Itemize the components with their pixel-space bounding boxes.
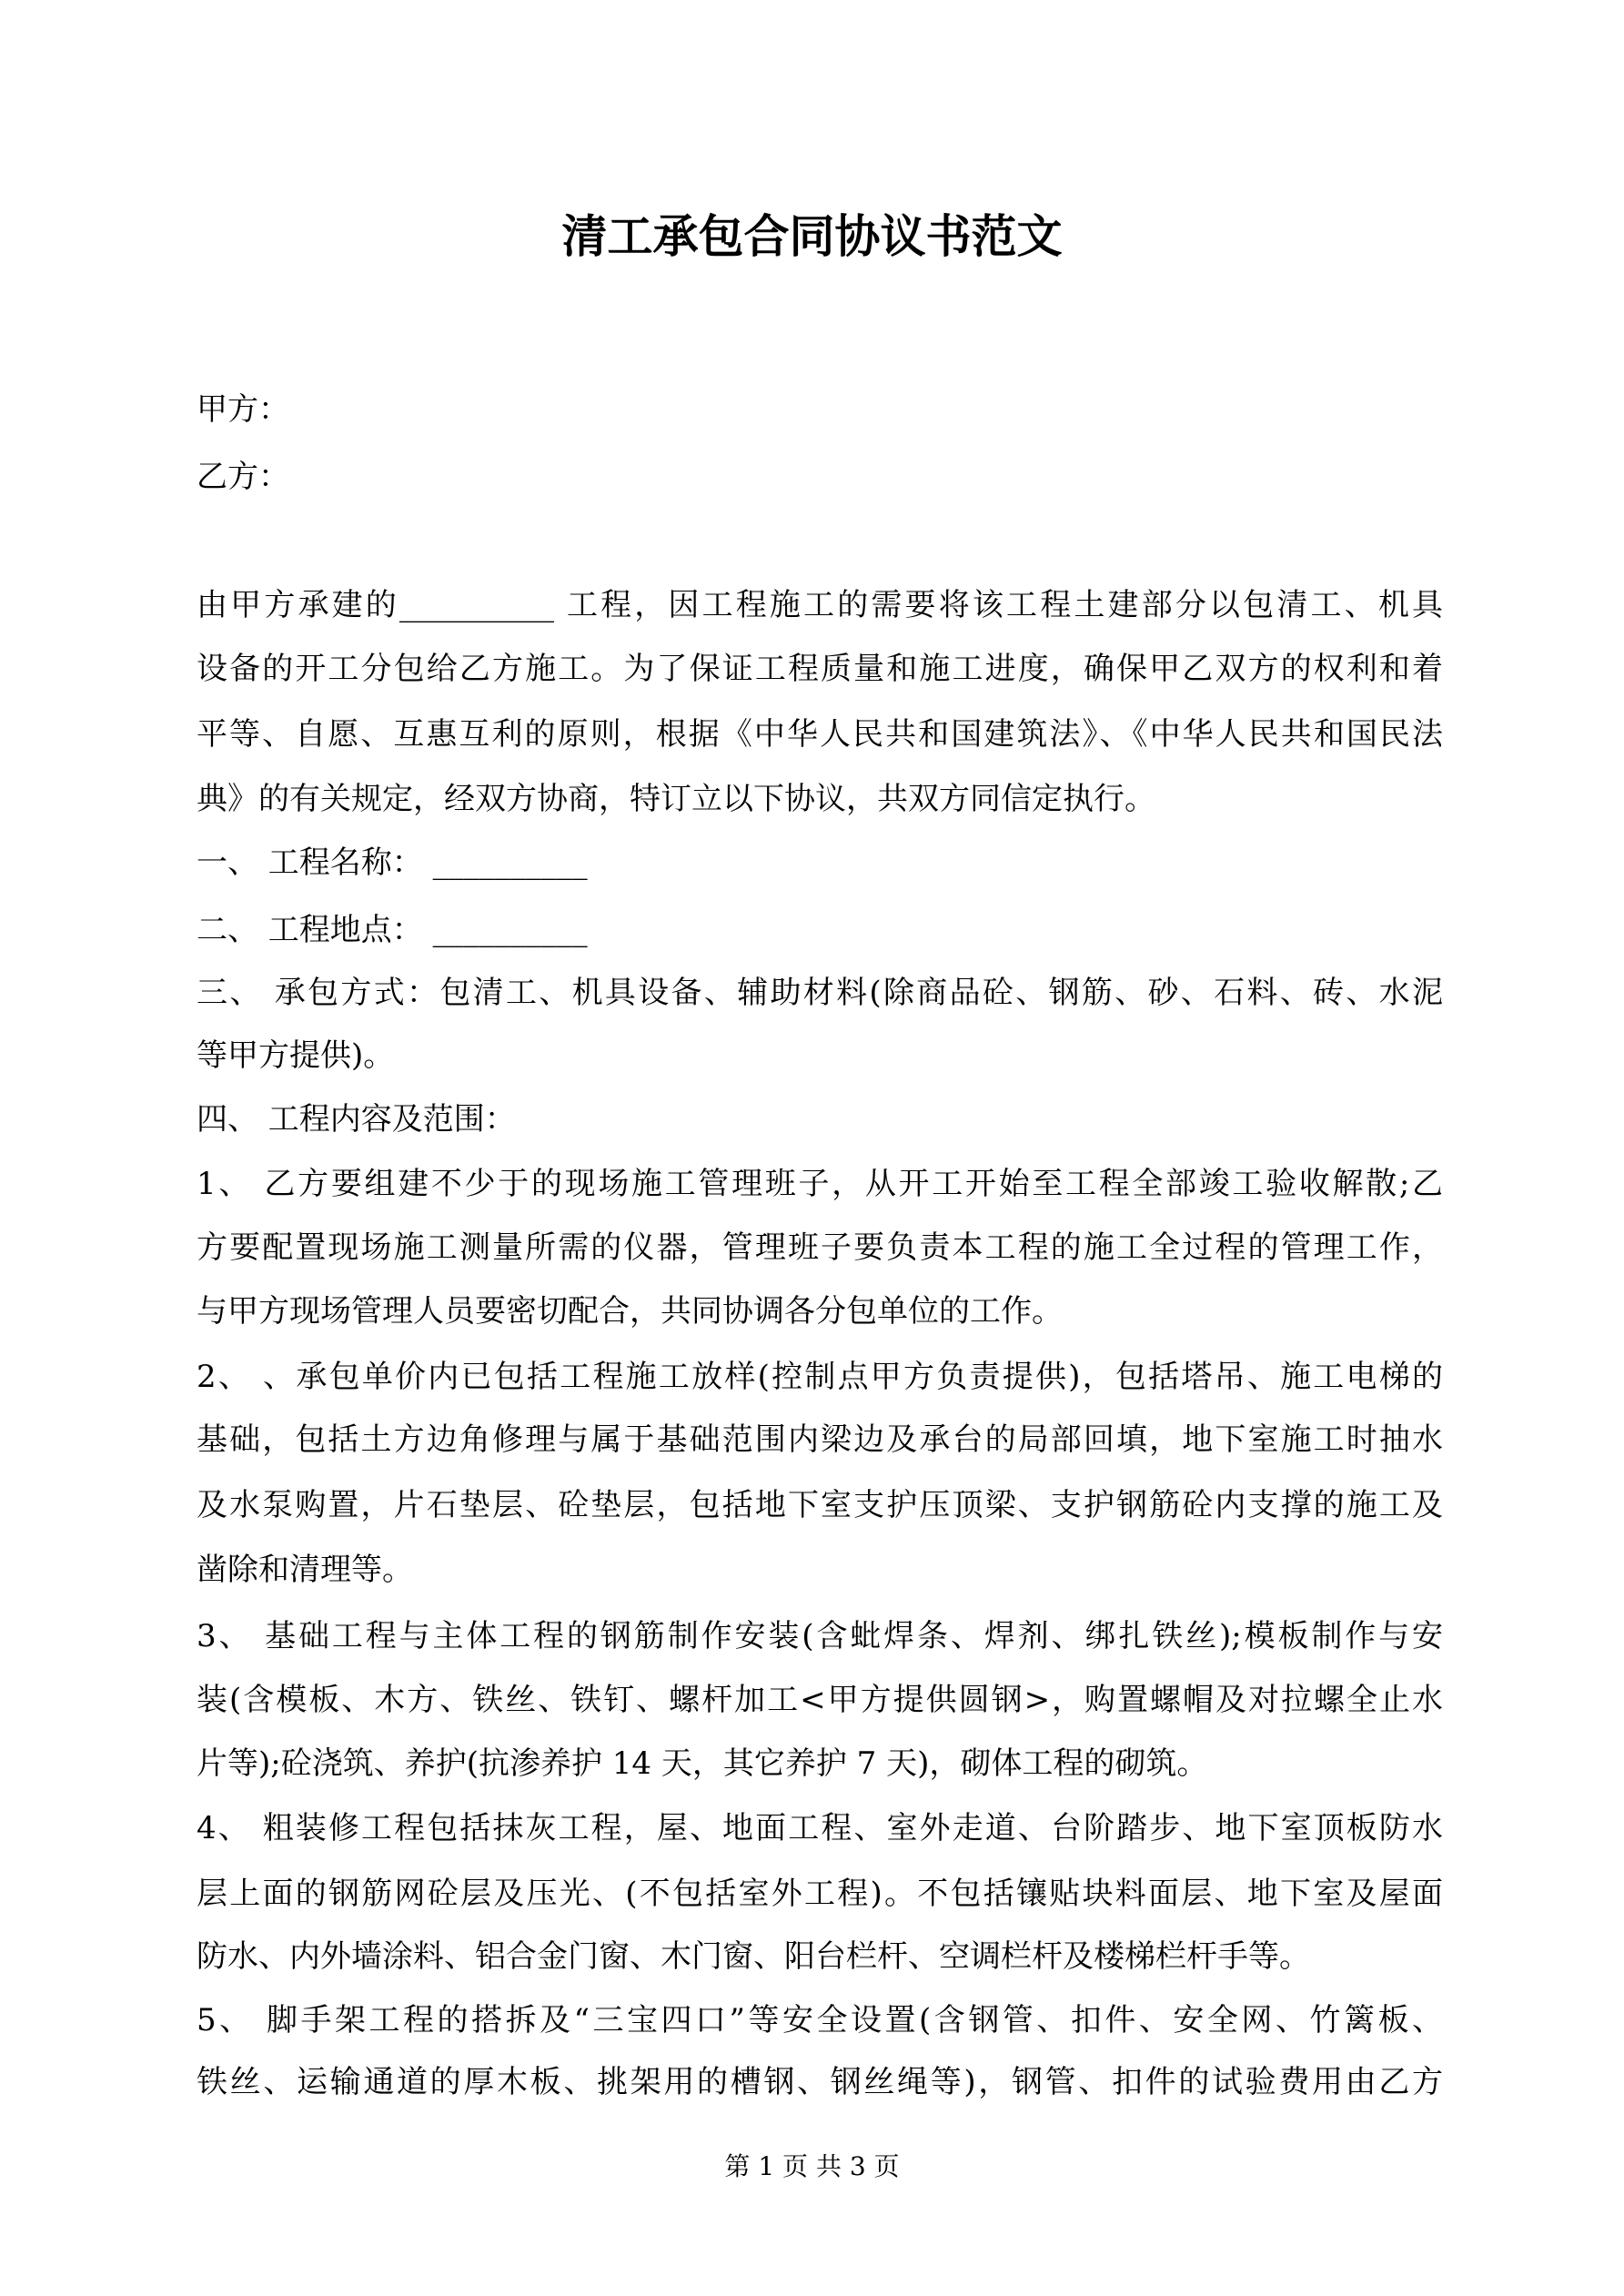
section-project-name: 一、 工程名称： __________ xyxy=(197,845,588,881)
party-b-label: 乙方： xyxy=(197,459,289,495)
item-4-line: 层上面的钢筋网砼层及压光、(不包括室外工程)。不包括镶贴块料面层、地下室及屋面 xyxy=(197,1876,1443,1912)
item-2-line: 基础，包括土方边角修理与属于基础范围内梁边及承台的局部回填，地下室施工时抽水 xyxy=(197,1421,1443,1458)
intro-line: 典》的有关规定，经双方协商，特订立以下协议，共双方同信定执行。 xyxy=(197,781,1155,817)
item-2-line: 及水泵购置，片石垫层、砼垫层，包括地下室支护压顶梁、支护钢筋砼内支撑的施工及 xyxy=(197,1487,1443,1523)
section-contract-method: 等甲方提供)。 xyxy=(197,1037,395,1074)
item-2-line: 2、 、承包单价内已包括工程施工放样(控制点甲方负责提供)，包括塔吊、施工电梯的 xyxy=(197,1359,1443,1395)
intro-line: 设备的开工分包给乙方施工。为了保证工程质量和施工进度，确保甲乙双方的权利和着 xyxy=(197,651,1443,687)
party-a-label: 甲方： xyxy=(197,391,289,428)
item-3-line: 片等);砼浇筑、养护(抗渗养护 14 天，其它养护 7 天)，砌体工程的砌筑。 xyxy=(197,1745,1208,1782)
document-title: 清工承包合同协议书范文 xyxy=(561,209,1063,263)
intro-line: 由甲方承建的__________ 工程，因工程施工的需要将该工程土建部分以包清工、机具 xyxy=(197,587,1443,623)
item-5-line: 铁丝、运输通道的厚木板、挑架用的槽钢、钢丝绳等)，钢管、扣件的试验费用由乙方 xyxy=(197,2064,1443,2100)
item-1-line: 方要配置现场施工测量所需的仪器，管理班子要负责本工程的施工全过程的管理工作， xyxy=(197,1229,1443,1266)
item-4-line: 防水、内外墙涂料、铝合金门窗、木门窗、阳台栏杆、空调栏杆及楼梯栏杆手等。 xyxy=(197,1938,1310,1975)
item-3-line: 3、 基础工程与主体工程的钢筋制作安装(含蚍焊条、焊剂、绑扎铁丝);模板制作与安 xyxy=(197,1618,1443,1654)
item-4-line: 4、 粗装修工程包括抹灰工程，屋、地面工程、室外走道、台阶踏步、地下室顶板防水 xyxy=(197,1810,1443,1846)
section-project-location: 二、 工程地点： __________ xyxy=(197,912,588,948)
item-1-line: 1、 乙方要组建不少于的现场施工管理班子，从开工开始至工程全部竣工验收解散;乙 xyxy=(197,1166,1443,1202)
intro-line: 平等、自愿、互惠互利的原则，根据《中华人民共和国建筑法》、《中华人民共和国民法 xyxy=(197,716,1443,753)
item-2-line: 凿除和清理等。 xyxy=(197,1552,413,1588)
section-scope-heading: 四、 工程内容及范围： xyxy=(197,1101,516,1138)
section-contract-method: 三、 承包方式：包清工、机具设备、辅助材料(除商品砼、钢筋、砂、石料、砖、水泥 xyxy=(197,975,1443,1011)
item-5-line: 5、 脚手架工程的搭拆及“三宝四口”等安全设置(含钢管、扣件、安全网、竹篱板、 xyxy=(197,2002,1443,2038)
page-number-footer: 第 1 页 共 3 页 xyxy=(724,2151,900,2181)
item-3-line: 装(含模板、木方、铁丝、铁钉、螺杆加工<甲方提供圆钢>，购置螺帽及对拉螺全止水 xyxy=(197,1682,1443,1718)
item-1-line: 与甲方现场管理人员要密切配合，共同协调各分包单位的工作。 xyxy=(197,1293,1063,1330)
